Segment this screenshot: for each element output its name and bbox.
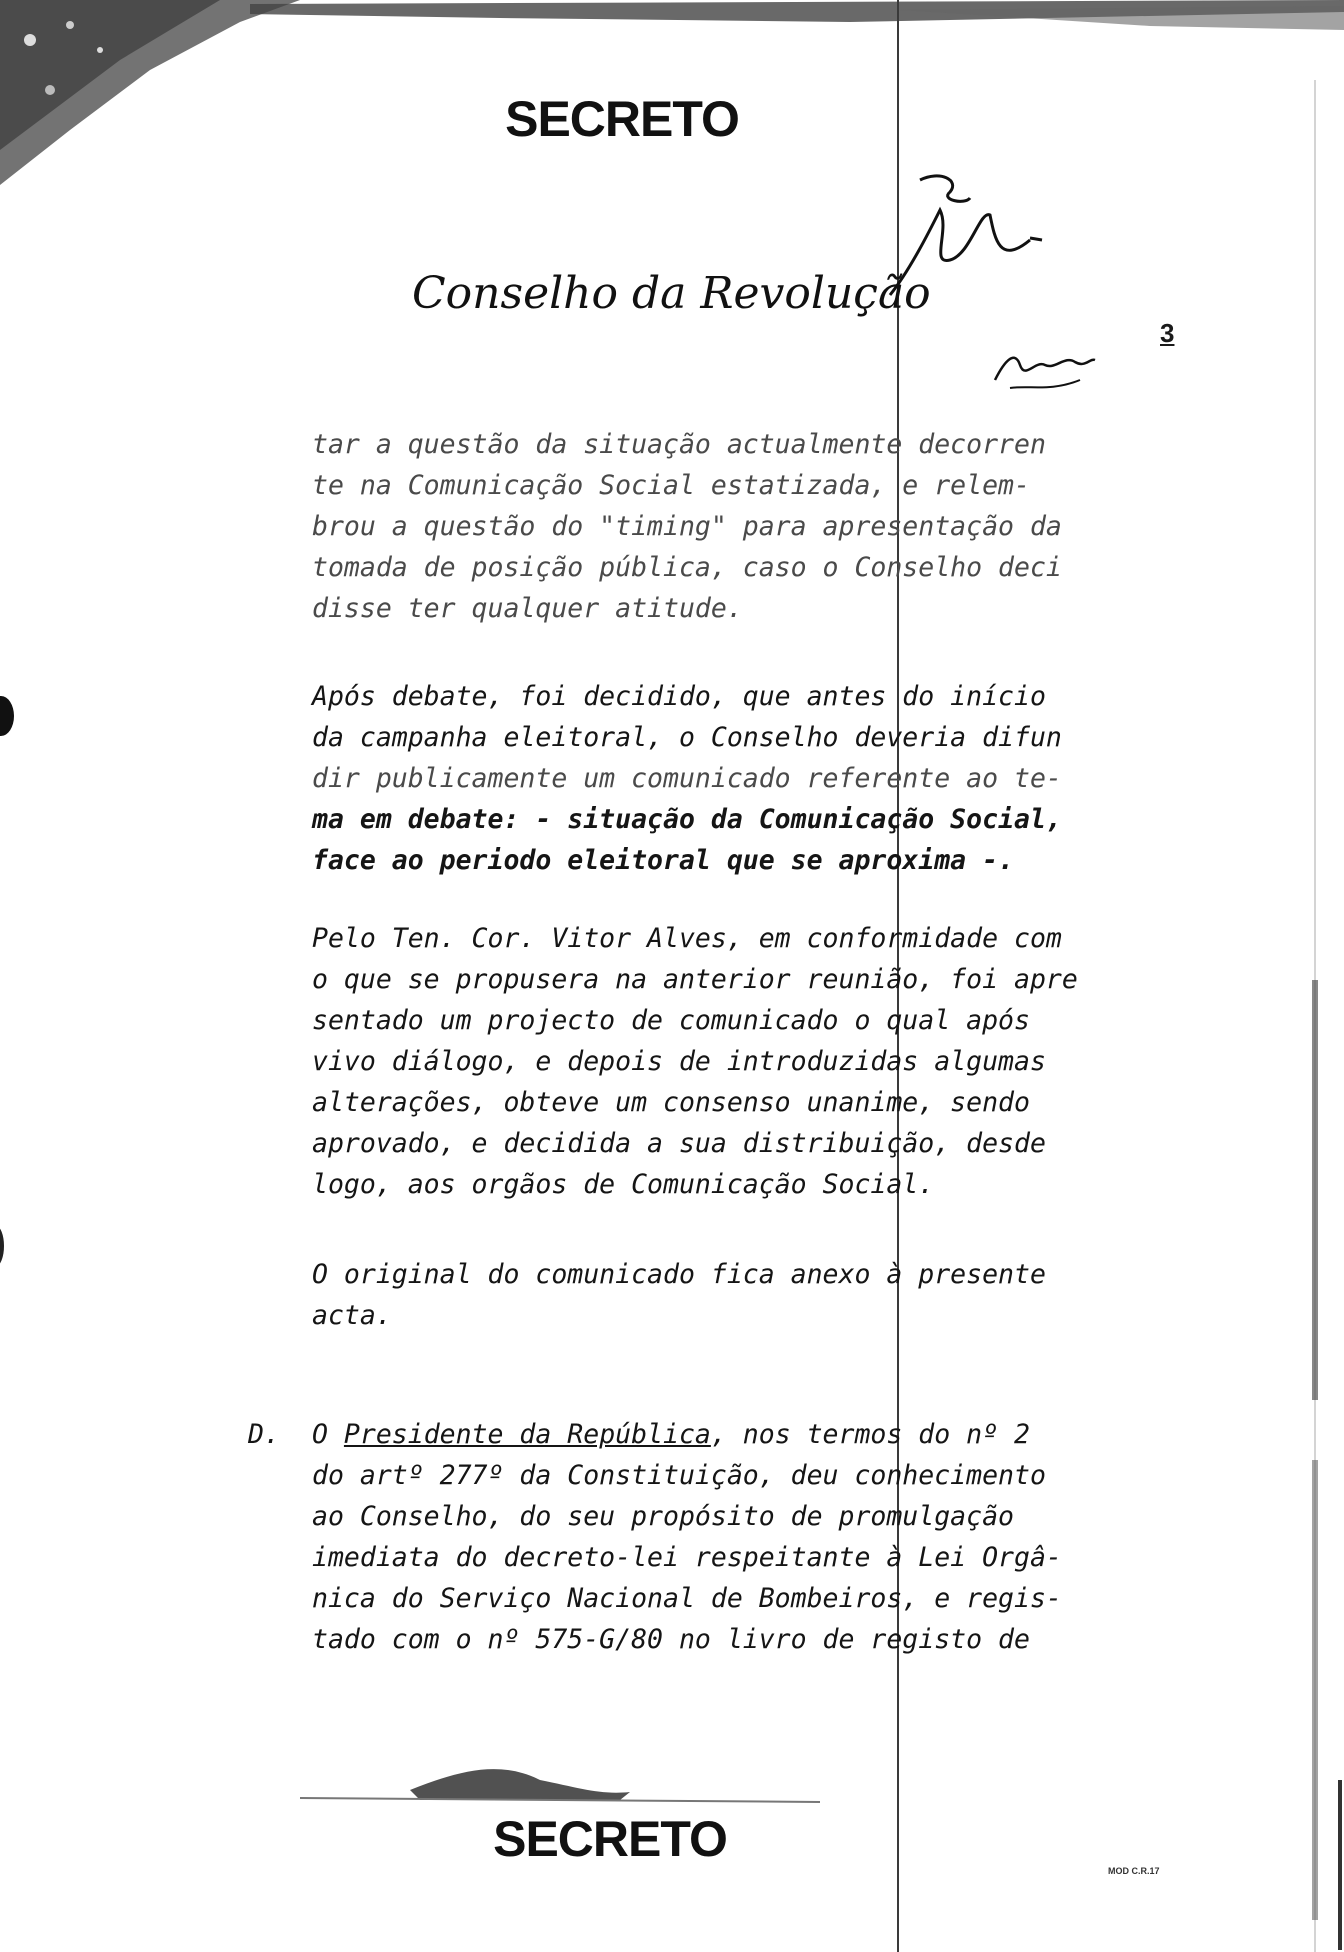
text-line: brou a questão do "timing" para apresentação da bbox=[312, 511, 1062, 542]
scan-punch-hole bbox=[0, 696, 14, 736]
paragraph-original-annex bbox=[312, 1254, 1102, 1336]
underlined-subject: Presidente da República bbox=[343, 1419, 711, 1450]
text-line: acta. bbox=[312, 1300, 392, 1331]
text-line bbox=[248, 1496, 1038, 1537]
text-fragment: , nos termos do nº 2 bbox=[710, 1419, 1030, 1450]
text-line: o que se propusera na anterior reunião, foi apre bbox=[312, 964, 1078, 995]
text-line: te na Comunicação Social estatizada, e relem- bbox=[312, 470, 1030, 501]
handwritten-signature bbox=[870, 170, 1060, 310]
paragraph-debate bbox=[312, 676, 1102, 881]
item-d-first-line bbox=[248, 1414, 1038, 1455]
scan-top-edge bbox=[250, 0, 1344, 40]
handwritten-initials bbox=[990, 340, 1100, 400]
text-line: aprovado, e decidida a sua distribuição, desde bbox=[312, 1128, 1046, 1159]
paragraph-communique bbox=[312, 918, 1102, 1205]
page-number: 3 bbox=[1160, 318, 1175, 348]
paragraph-continuation bbox=[312, 424, 1102, 629]
text-line: sentado um projecto de comunicado o qual após bbox=[312, 1005, 1030, 1036]
scan-punch-hole bbox=[0, 1226, 4, 1266]
text-line: tomada de posição pública, caso o Conselho deci bbox=[312, 552, 1062, 583]
text-line: tar a questão da situação actualmente decorren bbox=[312, 429, 1046, 460]
text-fragment: O bbox=[312, 1419, 344, 1450]
text-line: O original do comunicado fica anexo à presente bbox=[312, 1259, 1046, 1290]
text-line: Pelo Ten. Cor. Vitor Alves, em conformidade com bbox=[312, 923, 1062, 954]
text-fragment: imediata do decreto-lei respeitante à Lei Orgâ- bbox=[312, 1542, 1062, 1573]
secret-stamp-bottom: SECRETO bbox=[493, 1811, 727, 1867]
text-fragment: tado com o nº 575-G/80 no livro de registo de bbox=[312, 1624, 1030, 1655]
text-line: ma em debate: - situação da Comunicação Social, bbox=[312, 804, 1062, 835]
form-code: MOD C.R.17 bbox=[1108, 1866, 1160, 1876]
text-fragment: do artº 277º da Constituição, deu conhecimento bbox=[312, 1460, 1046, 1491]
secret-stamp-top: SECRETO bbox=[505, 91, 739, 147]
letterhead-title: Conselho da Revolução bbox=[412, 268, 931, 319]
scan-right-edge-marks bbox=[1300, 80, 1344, 1952]
text-line bbox=[248, 1619, 1038, 1660]
text-line bbox=[248, 1537, 1062, 1578]
text-fragment: nica do Serviço Nacional de Bombeiros, e regis- bbox=[312, 1583, 1062, 1614]
text-line bbox=[248, 1578, 1062, 1619]
scan-bottom-smudge bbox=[300, 1740, 820, 1810]
item-marker: D. bbox=[248, 1419, 280, 1450]
text-line bbox=[248, 1455, 1046, 1496]
text-line: logo, aos orgãos de Comunicação Social. bbox=[312, 1169, 935, 1200]
text-fragment: ao Conselho, do seu propósito de promulgação bbox=[312, 1501, 1014, 1532]
text-line: face ao periodo eleitoral que se aproxima -. bbox=[312, 845, 1014, 876]
text-line: disse ter qualquer atitude. bbox=[312, 593, 743, 624]
item-d bbox=[248, 1414, 1062, 1660]
text-line: dir publicamente um comunicado referente ao te- bbox=[312, 763, 1062, 794]
text-line: da campanha eleitoral, o Conselho deveria difun bbox=[312, 722, 1062, 753]
text-line: Após debate, foi decidido, que antes do início bbox=[312, 681, 1046, 712]
text-line: alterações, obteve um consenso unanime, sendo bbox=[312, 1087, 1030, 1118]
text-line: vivo diálogo, e depois de introduzidas algumas bbox=[312, 1046, 1046, 1077]
